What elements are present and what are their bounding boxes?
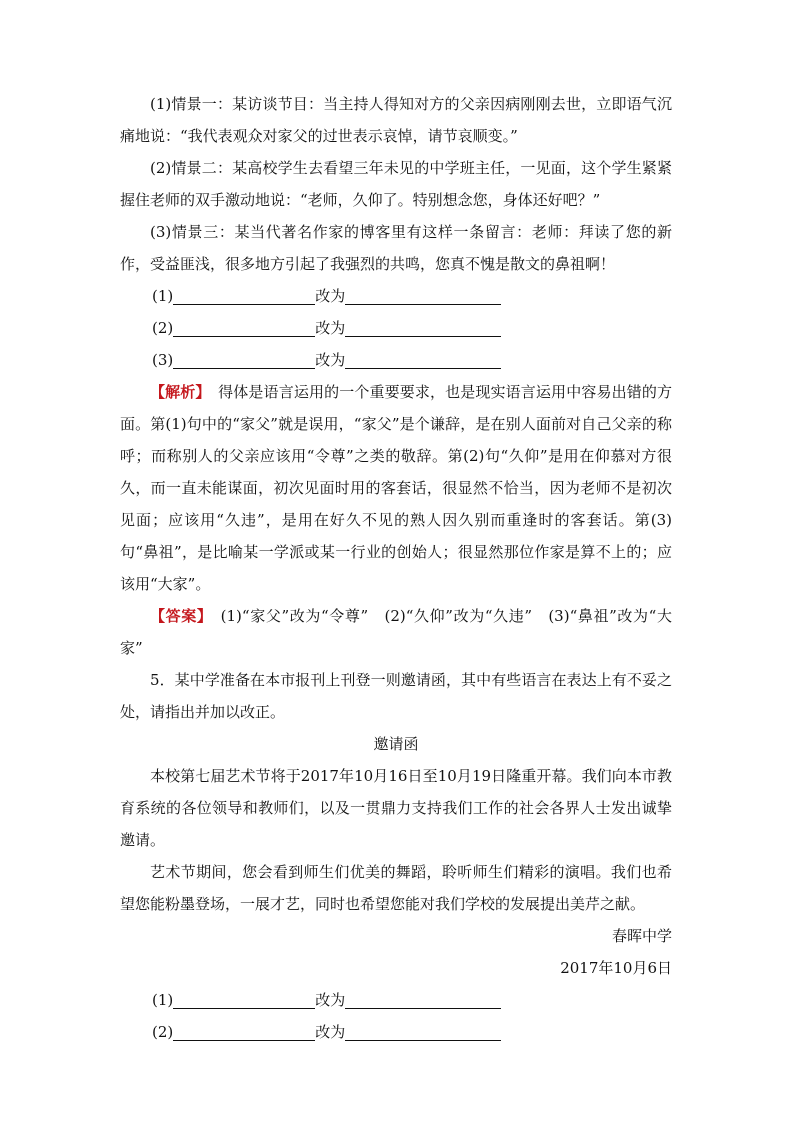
letter-signature: 春晖中学	[611, 927, 672, 945]
blank-original[interactable]	[173, 348, 315, 369]
scenario-3: (3)情景三：某当代著名作家的博客里有这样一条留言：老师：拜读了您的新作，受益匪浅，很多地方引起了我强烈的共鸣，您真不愧是散文的鼻祖啊！	[120, 223, 672, 273]
fill-line-word: 改为	[315, 351, 346, 369]
fill-line-word: 改为	[315, 1023, 346, 1041]
blank-original[interactable]	[173, 316, 315, 337]
fill-line-1[interactable]	[120, 280, 672, 312]
fill-line-2[interactable]	[120, 312, 672, 344]
q5-fill-line-2[interactable]	[120, 1016, 672, 1048]
fill-line-number: (1)	[152, 287, 174, 305]
analysis-text: 得体是语言运用的一个重要要求，也是现实语言运用中容易出错的方面。第(1)句中的“家父”就是误用，“家父”是个谦辞，是在别人面前对自己父亲的称呼；而称别人的父亲应该用“令尊”之类的敬辞。第(2)句“久仰”是用在仰慕对方很久，而一直未能谋面，初次见面时用的客套话，很显然不恰当，因为老师不是初次见面；应该用“久违”，是用在好久不见的熟人因久别而重逢时的客套话。第(3)句“鼻祖”，是比喻某一学派或某一行业的创始人；很显然那位作家是算不上的；应该用“大家”。	[120, 383, 672, 593]
scenario-1: (1)情景一：某访谈节目：当主持人得知对方的父亲因病刚刚去世，立即语气沉痛地说：“我代表观众对家父的过世表示哀悼，请节哀顺变。”	[120, 95, 672, 145]
letter-paragraph-1: 本校第七届艺术节将于2017年10月16日至10月19日隆重开幕。我们向本市教育系统的各位领导和教师们，以及一贯鼎力支持我们工作的社会各界人士发出诚挚邀请。	[120, 767, 672, 849]
blank-original[interactable]	[173, 1020, 315, 1041]
q5-fill-line-1[interactable]	[120, 984, 672, 1016]
analysis-paragraph	[120, 376, 672, 600]
fill-line-3[interactable]	[120, 344, 672, 376]
letter-title: 邀请函	[373, 735, 419, 753]
letter-date: 2017年10月6日	[560, 959, 672, 977]
fill-line-number: (3)	[152, 351, 174, 369]
fill-line-number: (2)	[152, 1023, 174, 1041]
fill-line-word: 改为	[315, 991, 346, 1009]
analysis-tag: 【解析】	[150, 383, 204, 401]
blank-corrected[interactable]	[345, 316, 501, 337]
letter-paragraph-2: 艺术节期间，您会看到师生们优美的舞蹈，聆听师生们精彩的演唱。我们也希望您能粉墨登场，一展才艺，同时也希望您能对我们学校的发展提出美芹之献。	[120, 863, 672, 913]
blank-original[interactable]	[173, 284, 315, 305]
scenario-2: (2)情景二：某高校学生去看望三年未见的中学班主任，一见面，这个学生紧紧握住老师的双手激动地说：“老师，久仰了。特别想念您，身体还好吧？”	[120, 159, 672, 209]
fill-line-word: 改为	[315, 287, 346, 305]
blank-corrected[interactable]	[345, 1020, 501, 1041]
fill-line-word: 改为	[315, 319, 346, 337]
blank-corrected[interactable]	[345, 348, 501, 369]
question-5-prompt: 5．某中学准备在本市报刊上刊登一则邀请函，其中有些语言在表达上有不妥之处，请指出并加以改正。	[120, 671, 672, 721]
fill-line-number: (2)	[152, 319, 174, 337]
fill-line-number: (1)	[152, 991, 174, 1009]
blank-original[interactable]	[173, 988, 315, 1009]
answer-tag: 【答案】	[150, 607, 206, 625]
answer-paragraph	[120, 600, 672, 664]
blank-corrected[interactable]	[345, 284, 501, 305]
answer-text: (1)“家父”改为“令尊” (2)“久仰”改为“久违” (3)“鼻祖”改为“大家”	[120, 607, 672, 657]
document-page	[120, 88, 672, 1048]
blank-corrected[interactable]	[345, 988, 501, 1009]
